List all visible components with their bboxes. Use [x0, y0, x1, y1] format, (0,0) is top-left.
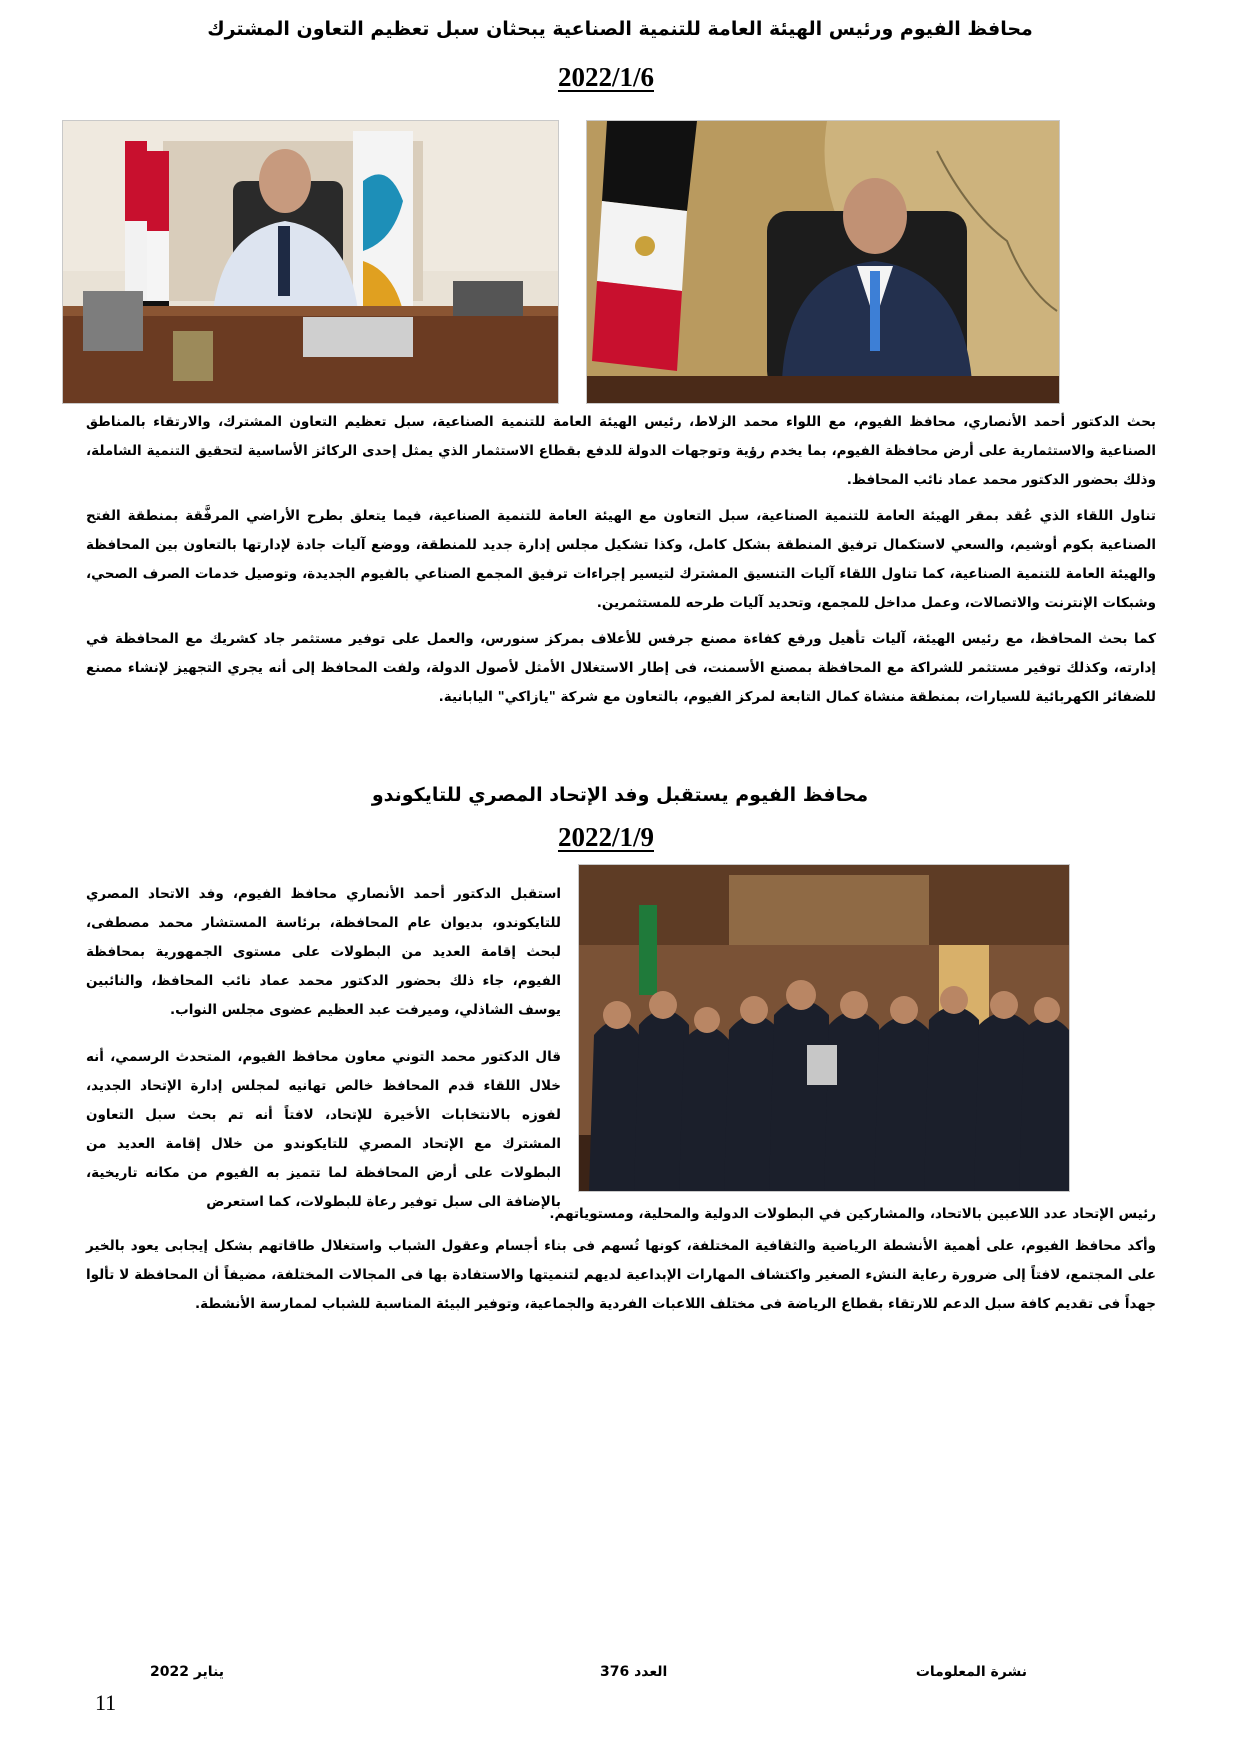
- footer-publication: نشرة المعلومات: [915, 1664, 1027, 1680]
- photo-fayoum-governor: [586, 120, 1060, 404]
- article1-paragraph: بحث الدكتور أحمد الأنصاري، محافظ الفيوم، مع اللواء محمد الزلاط، رئيس الهيئة العامة للتنمية الصناعية، سبل تعظيم التعاون المشترك، والارتقاء بالمناطق الصناعية والاستثمارية على أرض محافظة الفيوم، بما يخدم رؤية وتوجهات الدولة للدفع بقطاع الاستثمار الذي يمثل إحدى الركائز الأساسية لتحقيق التنمية الشاملة، وذلك بحضور الدكتور محمد عماد نائب المحافظ.: [86, 414, 1156, 488]
- article2-paragraph: وأكد محافظ الفيوم، على أهمية الأنشطة الرياضية والثقافية المختلفة، كونها تُسهم فى بناء أجسام وعقول الشباب واستغلال طاقاتهم بشكل إيجابى يعود بالخير على المجتمع، لافتاً إلى ضرورة رعاية النشء الصغير واكتشاف المهارات الإبداعية لديهم لتنميتها والاستفادة بها فى المجالات المختلفة، مضيفاً أن المحافظة لا تألوا جهداً فى تقديم كافة سبل الدعم للارتقاء بقطاع الرياضة فى مختلف اللاعبات الفردية والجماعية، وتوفير البيئة المناسبة للشباب لممارسة الأنشطة.: [86, 1238, 1156, 1312]
- photo-taekwondo-delegation: [578, 864, 1070, 1192]
- footer-issue: العدد 376: [600, 1664, 668, 1680]
- article1-paragraph: تناول اللقاء الذي عُقد بمقر الهيئة العامة للتنمية الصناعية، سبل التعاون مع الهيئة العامة للتنمية الصناعية، فيما يتعلق بطرح الأراضي المرفَّقة بمنطقة الفتح الصناعية بكوم أوشيم، والسعي لاستكمال ترفيق المنطقة بشكل كامل، وكذا تشكيل مجلس إدارة جديد للمنطقة، ووضع آليات جادة لإدارتها بالتعاون بين المحافظة والهيئة العامة للتنمية الصناعية، كما تناول اللقاء آليات التنسيق المشترك لتيسير إجراءات ترفيق المجمع الصناعي بالفيوم الجديدة، وتوصيل خدمات الصرف الصحي، وشبكات الإنترنت والاتصالات، وعمل مداخل للمجمع، وتحديد آليات طرحه للمستثمرين.: [86, 508, 1156, 611]
- article1-date: 2022/1/6: [557, 62, 654, 92]
- footer-month: يناير 2022: [150, 1664, 225, 1680]
- article1-paragraph: كما بحث المحافظ، مع رئيس الهيئة، آليات تأهيل ورفع كفاءة مصنع جرفس للأعلاف بمركز سنورس، والعمل على توفير مستثمر جاد كشريك مع المحافظة في إدارته، وكذلك توفير مستثمر للشراكة مع المحافظة بمصنع الأسمنت، فى إطار الاستغلال الأمثل لأصول الدولة، ولفت المحافظ إلى أنه يجري التجهيز لإنشاء مصنع للضفائر الكهربائية للسيارات، بمنطقة منشاة كمال التابعة لمركز الفيوم، بالتعاون مع شركة "يازاكي" اليابانية.: [86, 631, 1156, 705]
- article1-title: محافظ الفيوم ورئيس الهيئة العامة للتنمية الصناعية يبحثان سبل تعظيم التعاون المشترك: [207, 18, 1033, 40]
- photo-industrial-authority-chairman: [62, 120, 559, 404]
- article2-paragraph: رئيس الإتحاد عدد اللاعبين بالاتحاد، والمشاركين في البطولات الدولية والمحلية، ومستوياتهم.: [549, 1206, 1156, 1222]
- article2-paragraph: قال الدكتور محمد التوني معاون محافظ الفيوم، المتحدث الرسمي، أنه خلال اللقاء قدم المحافظ خالص تهانيه لمجلس إدارة الإتحاد الجديد، لفوزه بالانتخابات الأخيرة للإتحاد، لافتاً أنه تم بحث سبل التعاون المشترك مع الإتحاد المصري للتايكوندو من خلال إقامة العديد من البطولات على أرض المحافظة لما تتميز به الفيوم من مكانه تاريخية، بالإضافة الى سبل توفير رعاة للبطولات، كما استعرض: [86, 1049, 561, 1210]
- page-number: 11: [95, 1690, 117, 1715]
- article2-paragraph: استقبل الدكتور أحمد الأنصاري محافظ الفيوم، وفد الاتحاد المصري للتايكوندو، بديوان عام المحافظة، برئاسة المستشار محمد مصطفى، لبحث إقامة العديد من البطولات على مستوى الجمهورية بمحافظة الفيوم، جاء ذلك بحضور الدكتور محمد عماد نائب المحافظ، والنائبين يوسف الشاذلي، وميرفت عبد العظيم عضوى مجلس النواب.: [86, 886, 561, 1018]
- article2-date: 2022/1/9: [557, 822, 654, 852]
- article2-title: محافظ الفيوم يستقبل وفد الإتحاد المصري للتايكوندو: [371, 784, 869, 806]
